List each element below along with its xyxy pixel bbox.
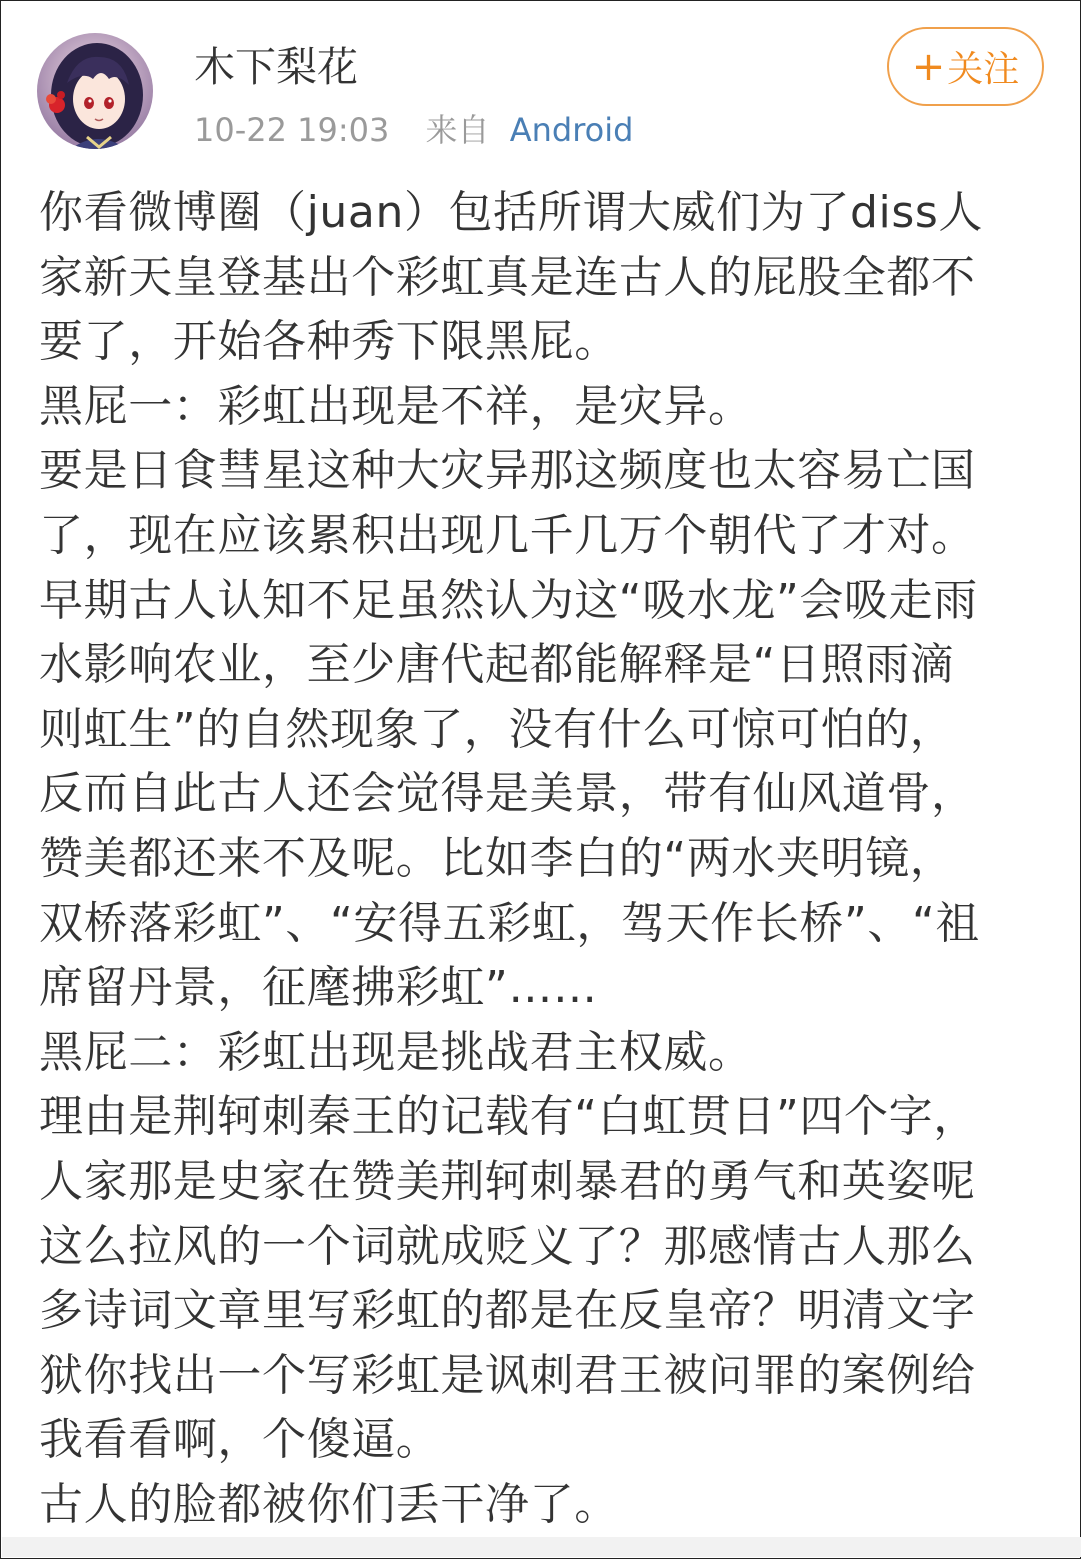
post-body-line: 你看微博圈（juan）包括所谓大威们为了diss人: [39, 187, 983, 238]
post-meta: [194, 109, 633, 151]
plus-icon: +: [911, 43, 946, 90]
post-timestamp: 10-22 19:03: [194, 111, 390, 149]
follow-button[interactable]: [887, 27, 1044, 106]
post-body-line: 黑屁一：彩虹出现是不祥，是灾异。: [39, 380, 753, 432]
post-body-line: 早期古人认知不足虽然认为这“吸水龙”会吸走雨: [39, 574, 978, 626]
source-link[interactable]: Android: [509, 111, 634, 149]
post-body: [39, 181, 1051, 1537]
source-prefix: 来自: [425, 111, 490, 149]
post-body-line: 古人的脸都被你们丢干净了。: [39, 1478, 619, 1530]
post-body-line: 赞美都还来不及呢。比如李白的“两水夹明镜，: [39, 832, 955, 884]
post-body-line: 多诗词文章里写彩虹的都是在反皇帝？明清文字: [39, 1285, 976, 1337]
post-body-line: 狱你找出一个写彩虹是讽刺君王被问罪的案例给: [39, 1349, 976, 1401]
post-body-line: 黑屁二：彩虹出现是挑战君主权威。: [39, 1026, 753, 1078]
post-body-line: 水影响农业，至少唐代起都能解释是“日照雨滴: [39, 639, 955, 691]
post-body-line: 要了，开始各种秀下限黑屁。: [39, 316, 619, 368]
post-body-line: 我看看啊，个傻逼。: [39, 1414, 441, 1466]
bottom-divider: [2, 1537, 1081, 1557]
post-body-line: 了，现在应该累积出现几千几万个朝代了才对。: [39, 509, 976, 561]
follow-label: 关注: [947, 49, 1020, 90]
anime-girl-avatar-icon[interactable]: [37, 33, 153, 149]
post-body-line: 家新天皇登基出个彩虹真是连古人的屁股全都不: [39, 251, 976, 303]
post-body-line: 双桥落彩虹”、“安得五彩虹，驾天作长桥”、“祖: [39, 897, 980, 949]
post-body-line: 人家那是史家在赞美荆轲刺暴君的勇气和英姿呢: [39, 1155, 976, 1207]
post-body-line: 则虹生”的自然现象了，没有什么可惊可怕的，: [39, 703, 955, 755]
author-name[interactable]: 木下梨花: [194, 43, 358, 91]
post-body-line: 理由是荆轲刺秦王的记载有“白虹贯日”四个字，: [39, 1091, 978, 1143]
post-body-line: 要是日食彗星这种大灾异那这频度也太容易亡国: [39, 445, 976, 497]
post-body-line: 这么拉风的一个词就成贬义了？那感情古人那么: [39, 1220, 976, 1272]
post-body-line: 席留丹景，征麾拂彩虹”……: [39, 962, 598, 1014]
post-body-line: 反而自此古人还会觉得是美景，带有仙风道骨，: [39, 768, 976, 820]
